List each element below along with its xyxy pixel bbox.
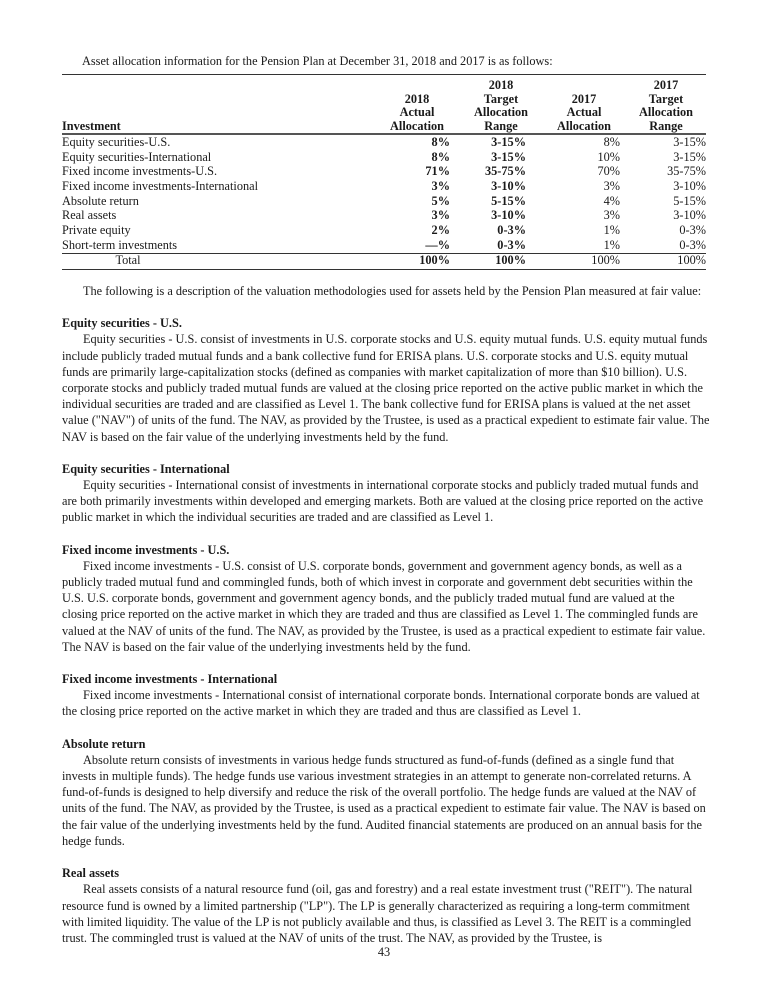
header-text: Allocation <box>557 118 611 133</box>
cell-investment: Fixed income investments-International <box>62 178 259 193</box>
table-row <box>62 150 706 165</box>
cell-2018-actual: 3% <box>431 208 450 223</box>
description-intro: The following is a description of the valuation methodologies used for assets held by the Pension Plan measured at fair value: <box>83 284 702 298</box>
section <box>62 542 710 655</box>
section-heading: Absolute return <box>62 736 146 751</box>
cell-2017-target: 5-15% <box>673 193 706 208</box>
cell-2018-actual: 2% <box>431 223 450 238</box>
cell-2018-actual: 8% <box>431 134 450 149</box>
section <box>62 461 710 526</box>
cell-2017-target: 3-15% <box>673 134 706 149</box>
cell-2018-actual: 8% <box>431 149 450 164</box>
header-text: Target <box>483 91 519 106</box>
cell-investment: Fixed income investments-U.S. <box>62 164 218 179</box>
header-text: Actual <box>399 105 435 120</box>
section-heading: Fixed income investments - International <box>62 672 278 687</box>
cell-2018-actual: 3% <box>431 178 450 193</box>
cell-2017-target: 3-10% <box>673 208 706 223</box>
cell-2017-target: 3-10% <box>673 178 706 193</box>
header-2017-target <box>626 75 706 135</box>
header-text: Actual <box>566 105 602 120</box>
section <box>62 315 710 445</box>
cell-2018-target: 3-15% <box>491 134 526 149</box>
header-2017-actual <box>542 75 626 135</box>
cell-2017-actual: 1% <box>603 237 620 252</box>
header-text: Allocation <box>639 105 693 120</box>
cell-2017-actual: 10% <box>597 149 620 164</box>
header-text: Allocation <box>390 118 444 133</box>
cell-2017-target: 0-3% <box>679 237 706 252</box>
cell-total-2017-actual: 100% <box>542 253 626 269</box>
cell-2017-target: 0-3% <box>679 223 706 238</box>
section <box>62 736 710 849</box>
header-text: Range <box>649 118 683 133</box>
header-text: Target <box>648 91 684 106</box>
cell-investment: Absolute return <box>62 193 139 208</box>
table-total-row <box>62 253 706 269</box>
cell-2018-actual: 5% <box>431 193 450 208</box>
header-text: 2017 <box>571 91 597 106</box>
cell-2018-target: 3-10% <box>491 178 526 193</box>
cell-investment: Short-term investments <box>62 237 178 252</box>
cell-2018-target: 0-3% <box>497 237 526 252</box>
section-heading: Fixed income investments - U.S. <box>62 542 230 557</box>
section-heading: Real assets <box>62 866 120 881</box>
cell-2017-actual: 3% <box>603 178 620 193</box>
section <box>62 865 710 946</box>
valuation-description <box>62 283 710 946</box>
section-paragraph: Equity securities - International consist of investments in international corporate stocks and publicly traded mutual funds and are both primarily investments within developed and emerging markets. Both are valued at the closing price reported on the active public market in which the individual securities are traded and are classified as Level 1. <box>62 478 704 525</box>
asset-allocation-table <box>62 74 706 270</box>
cell-2017-actual: 4% <box>603 193 620 208</box>
cell-2018-target: 0-3% <box>497 223 526 238</box>
header-investment: Investment <box>62 75 374 135</box>
section-paragraph: Absolute return consists of investments in various hedge funds structured as fund-of-funds (defined as a single fund that invests in multiple funds). The hedge funds use various investment strategies in an attempt to generate non-correlated returns. A fund-of-funds is designed to help diversify and reduce the risk of the overall portfolio. The hedge funds are valued at the NAV of units of the fund. The NAV, as provided by the Trustee, is used as a practical expedient to estimate fair value. The NAV is based on the fair value of the underlying investments held by the fund. Audited financial statements are produced on an annual basis for the hedge funds. <box>62 752 706 848</box>
cell-2018-actual: —% <box>425 237 450 252</box>
cell-total-2018-target: 100% <box>460 253 542 269</box>
cell-2018-actual: 71% <box>425 164 450 179</box>
cell-2017-actual: 8% <box>603 134 620 149</box>
table-row <box>62 209 706 224</box>
section <box>62 671 710 720</box>
section-heading: Equity securities - International <box>62 461 230 476</box>
cell-2018-target: 3-15% <box>491 149 526 164</box>
intro-text: Asset allocation information for the Pension Plan at December 31, 2018 and 2017 is as follows: <box>82 54 553 68</box>
section-paragraph: Real assets consists of a natural resource fund (oil, gas and forestry) and a real estate investment trust ("REIT"). The natural resource fund is owned by a limited partnership ("LP"). The LP is generally characterized as requiring a long-term commitment with limited liquidity. The value of the LP is not publicly available and thus, is classified as Level 3. The REIT is a commingled trust. The commingled trust is valued at the NAV of units of the trust. The NAV, as provided by the Trustee, is <box>62 882 693 945</box>
cell-2018-target: 35-75% <box>485 164 526 179</box>
section-heading: Equity securities - U.S. <box>62 316 182 331</box>
table-row <box>62 224 706 239</box>
cell-2017-target: 3-15% <box>673 149 706 164</box>
cell-total-2018-actual: 100% <box>374 253 460 269</box>
header-text: Allocation <box>474 105 528 120</box>
cell-investment: Equity securities-U.S. <box>62 134 171 149</box>
header-text: 2018 <box>404 91 430 106</box>
cell-2017-target: 35-75% <box>667 164 706 179</box>
table-row <box>62 134 706 150</box>
cell-investment: Real assets <box>62 208 117 223</box>
table-header-row <box>62 75 706 135</box>
page-number: 43 <box>377 945 391 959</box>
section-paragraph: Fixed income investments - U.S. consist of U.S. corporate bonds, government and government agency bonds, as well as a publicly traded mutual fund and commingled funds, both of which invest in corporate and government debt securities within the U.S. U.S. corporate bonds, government and government agency bonds, and the publicly traded mutual fund are valued at the closing price reported on the active market in which they are traded and thus are classified as Level 1. The commingled funds are valued at the NAV of units of the fund. The NAV, as provided by the Trustee, is used as a practical expedient to estimate fair value. The NAV is based on the fair value of the underlying investments held by the fund. <box>62 558 706 654</box>
table-row <box>62 238 706 253</box>
cell-investment: Equity securities-International <box>62 149 212 164</box>
cell-total-2017-target: 100% <box>626 253 706 269</box>
section-paragraph: Fixed income investments - International consist of international corporate bonds. International corporate bonds are valued at the closing price reported on the active market in which they are traded and thus are classified as Level 1. <box>62 688 700 719</box>
cell-2018-target: 3-10% <box>491 208 526 223</box>
header-text: Range <box>484 118 518 133</box>
cell-2017-actual: 1% <box>603 223 620 238</box>
table-row <box>62 179 706 194</box>
cell-2017-actual: 3% <box>603 208 620 223</box>
table-row <box>62 194 706 209</box>
header-2018-target <box>460 75 542 135</box>
cell-total-label: Total <box>62 253 374 269</box>
table-row <box>62 165 706 180</box>
cell-2018-target: 5-15% <box>491 193 526 208</box>
header-text: 2017 <box>653 78 679 92</box>
header-text: 2018 <box>488 78 514 92</box>
cell-investment: Private equity <box>62 223 131 238</box>
header-2018-actual <box>374 75 460 135</box>
section-paragraph: Equity securities - U.S. consist of investments in U.S. corporate stocks and U.S. equity mutual funds. U.S. equity mutual funds include publicly traded mutual funds and a bank collective fund for ERISA plans. U.S. corporate stocks and U.S. equity mutual funds are primarily large-capitalization stocks (defined as companies with market capitalization of more than $10 billion). U.S. corporate stocks and publicly traded mutual funds are valued at the closing price reported on the active public market in which the individual securities are traded and are classified as Level 1. The bank collective fund for ERISA plans is valued at the net asset value ("NAV") of units of the fund. The NAV, as provided by the Trustee, is used as a practical expedient to estimate fair value. The NAV is based on the fair value of the underlying investments held by the fund. <box>62 332 710 444</box>
cell-2017-actual: 70% <box>597 164 620 179</box>
